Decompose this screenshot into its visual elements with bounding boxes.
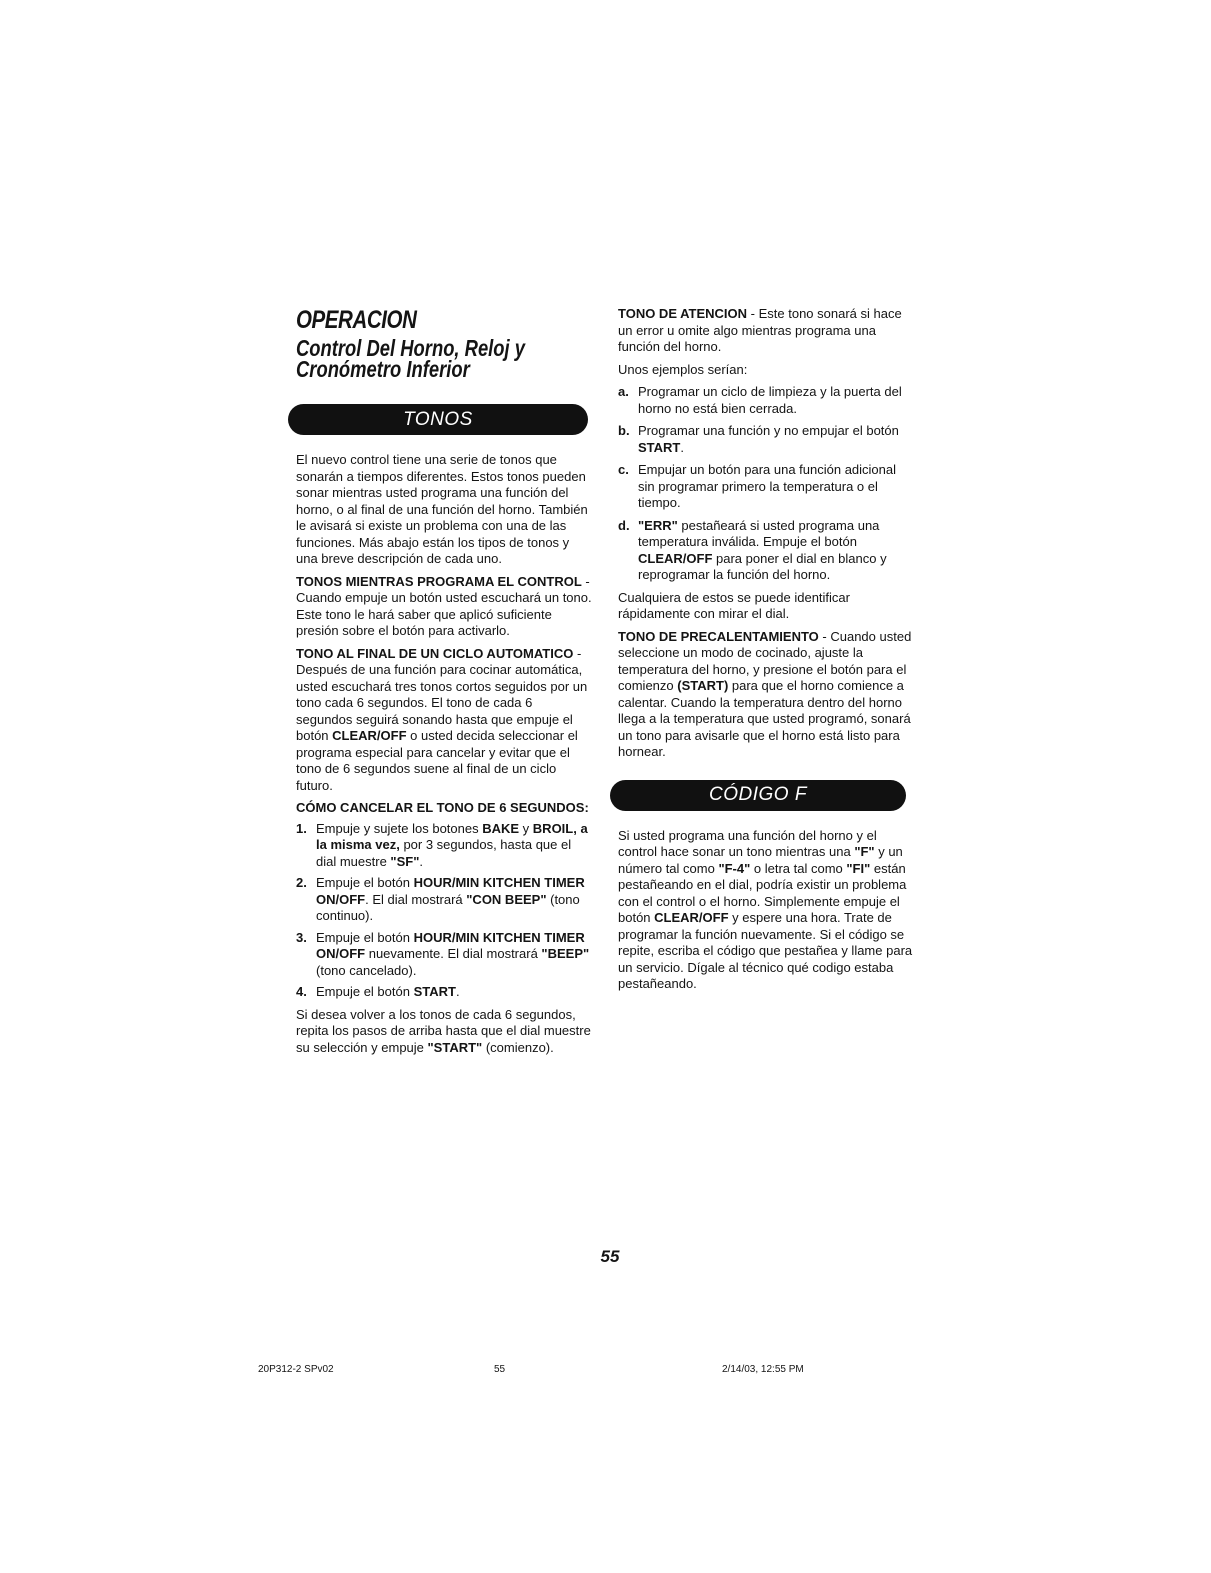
example-marker: a. xyxy=(618,384,629,399)
tonos-programa-body: - Cuando empuje un botón usted escuchará un tono. Este tono le hará saber que aplicó suficiente presión sobre el botón para activarlo. xyxy=(296,573,592,638)
codigo-f-paragraph xyxy=(618,828,914,993)
intro-paragraph: El nuevo control tiene una serie de tonos que sonarán a tiempos diferentes. Estos tonos pueden sonar mientras usted programa una función del horno, o al final de una función del horno. También le avisará si existe un problema con una de las funciones. Más abajo están los tipos de tonos y una breve descripción de cada uno. xyxy=(296,452,588,566)
left-column xyxy=(296,306,592,1056)
section-title: OPERACION xyxy=(296,306,417,334)
cancelar-outro xyxy=(296,1007,592,1057)
example-text xyxy=(638,518,914,584)
step-marker: 1. xyxy=(296,820,307,836)
step-4 xyxy=(296,984,592,1001)
example-text-part: para poner el dial en blanco y reprogramar la función del horno. xyxy=(638,550,887,582)
start-label: START xyxy=(638,439,681,455)
clear-off-label: CLEAR/OFF xyxy=(332,728,407,743)
precalentamiento-body-end: para que el horno comience a calentar. Cuando la temperatura dentro del horno llega a la temperatura que usted programó, sonará un tono para avisarle que el horno está listo para hornear. xyxy=(618,678,911,759)
err-label: "ERR" xyxy=(638,517,678,533)
timer-button-label: HOUR/MIN KITCHEN TIMER ON/OFF xyxy=(316,875,585,907)
tono-atencion-paragraph xyxy=(618,306,914,356)
precalentamiento-body: - Cuando usted seleccione un modo de cocinado, ajuste la temperatura del horno, y presione el botón para el comienzo xyxy=(618,628,912,693)
step-text-part: Empuje y sujete los botones xyxy=(316,820,483,836)
start-label: "START" xyxy=(427,1039,483,1055)
step-marker: 3. xyxy=(296,929,307,945)
step-text-part: . xyxy=(419,853,423,869)
codigo-f-text: Si usted programa una función del horno y el control hace sonar un tono mientras una xyxy=(618,827,877,859)
step-text-part: . xyxy=(455,984,460,999)
step-text xyxy=(316,875,592,925)
step-marker: 2. xyxy=(296,875,307,890)
tonos-banner: TONOS xyxy=(288,404,588,435)
f4-label: "F-4" xyxy=(718,860,751,876)
step-text-part: . El dial mostrará xyxy=(365,891,467,907)
tono-atencion-heading: TONO DE ATENCION xyxy=(618,306,748,321)
step-text-part: Empuje el botón xyxy=(316,984,414,999)
step-marker: 4. xyxy=(296,984,307,999)
step-1 xyxy=(296,821,592,871)
right-column xyxy=(618,306,914,993)
start-label: (START) xyxy=(677,678,729,693)
outro-text-end: (comienzo). xyxy=(482,1039,554,1055)
examples-closing: Cualquiera de estos se puede identificar rápidamente con mirar el dial. xyxy=(618,589,850,621)
document-title-line-1: Control Del Horno, Reloj y xyxy=(296,335,525,361)
footer-page: 55 xyxy=(494,1364,506,1375)
timer-button-label: HOUR/MIN KITCHEN TIMER ON/OFF xyxy=(316,929,585,961)
step-3 xyxy=(296,930,592,980)
step-text-part: por 3 segundos, hasta que el dial muestre xyxy=(316,837,572,869)
step-text-part: Empuje el botón xyxy=(316,875,414,890)
fi-label: "FI" xyxy=(846,860,871,876)
precalentamiento-heading: TONO DE PRECALENTAMIENTO xyxy=(618,628,819,644)
example-d xyxy=(618,518,914,584)
examples-intro: Unos ejemplos serían: xyxy=(618,361,748,377)
clear-off-label: CLEAR/OFF xyxy=(654,910,729,925)
beep-label: "BEEP" xyxy=(541,946,590,961)
step-text-part: (tono cancelado). xyxy=(316,962,417,978)
tono-atencion-body: - Este tono sonará si hace un error u omite algo mientras programa una función del horno. xyxy=(618,306,902,354)
example-marker: d. xyxy=(618,517,630,533)
example-text-part: . xyxy=(680,439,684,455)
sf-label: "SF" xyxy=(390,853,420,869)
tonos-programa-heading: TONOS MIENTRAS PROGRAMA EL CONTROL xyxy=(296,573,582,589)
precalentamiento-paragraph xyxy=(618,629,914,761)
codigo-f-text: y un número tal como xyxy=(618,844,903,876)
broil-label: BROIL, a la misma vez, xyxy=(316,820,588,852)
step-2 xyxy=(296,875,592,925)
example-text: Programar un ciclo de limpieza y la puerta del horno no está bien cerrada. xyxy=(638,384,902,416)
step-text xyxy=(316,930,592,980)
codigo-f-text: o letra tal como xyxy=(750,860,847,876)
example-text-part: pestañeará si usted programa una temperatura inválida. Empuje el botón xyxy=(638,517,880,549)
step-text-part: y xyxy=(519,820,533,836)
step-text xyxy=(316,984,592,1001)
tonos-programa-paragraph xyxy=(296,574,592,640)
example-b xyxy=(618,423,914,456)
example-c xyxy=(618,462,914,512)
f-label: "F" xyxy=(854,844,875,859)
con-beep-label: "CON BEEP" xyxy=(466,891,547,907)
tono-final-heading: TONO AL FINAL DE UN CICLO AUTOMATICO xyxy=(296,645,574,661)
example-marker: b. xyxy=(618,423,630,438)
tono-final-paragraph xyxy=(296,646,592,795)
codigo-f-banner: CÓDIGO F xyxy=(610,780,906,811)
clear-off-label: CLEAR/OFF xyxy=(638,550,713,566)
example-text xyxy=(638,423,914,456)
step-text xyxy=(316,821,592,871)
outro-text: Si desea volver a los tonos de cada 6 segundos, repita los pasos de arriba hasta que el dial muestre su selección y empuje xyxy=(296,1006,591,1055)
example-text: Empujar un botón para una función adicional sin programar primero la temperatura o el tiempo. xyxy=(638,462,897,510)
example-a xyxy=(618,384,914,417)
step-text-part: Empuje el botón xyxy=(316,929,414,945)
example-marker: c. xyxy=(618,462,629,477)
footer-file-id: 20P312-2 SPv02 xyxy=(258,1364,334,1375)
codigo-f-text: y espere una hora. Trate de programar la función nuevamente. Si el código se repite, escriba el código que pestañea y llame para un servicio. Dígale al técnico qué codigo estaba pestañeando. xyxy=(618,910,913,991)
bake-label: BAKE xyxy=(482,820,520,836)
footer-timestamp: 2/14/03, 12:55 PM xyxy=(722,1364,804,1375)
example-text-part: Programar una función y no empujar el botón xyxy=(638,423,899,438)
page-number: 55 xyxy=(600,1247,620,1266)
start-label: START xyxy=(413,984,456,999)
tono-final-body: - Después de una función para cocinar automática, usted escuchará tres tonos cortos seguidos por un tono cada 6 segundos. El tono de cada 6 segundos seguirá sonando hasta que empuje el botón xyxy=(296,645,588,743)
codigo-f-text: están pestañeando en el dial, podría existir un problema con el control o el horno. Simplemente empuje el botón xyxy=(618,860,907,925)
step-text-part: nuevamente. El dial mostrará xyxy=(365,946,542,961)
document-title xyxy=(296,335,584,382)
step-text-part: (tono continuo). xyxy=(316,891,580,923)
document-title-line-2: Cronómetro Inferior xyxy=(296,356,470,382)
tono-final-body-end: o usted decida seleccionar el programa especial para cancelar y evitar que el tono de 6 segundos suene al final de un ciclo futuro. xyxy=(296,728,578,793)
cancelar-heading: CÓMO CANCELAR EL TONO DE 6 SEGUNDOS: xyxy=(296,800,589,815)
